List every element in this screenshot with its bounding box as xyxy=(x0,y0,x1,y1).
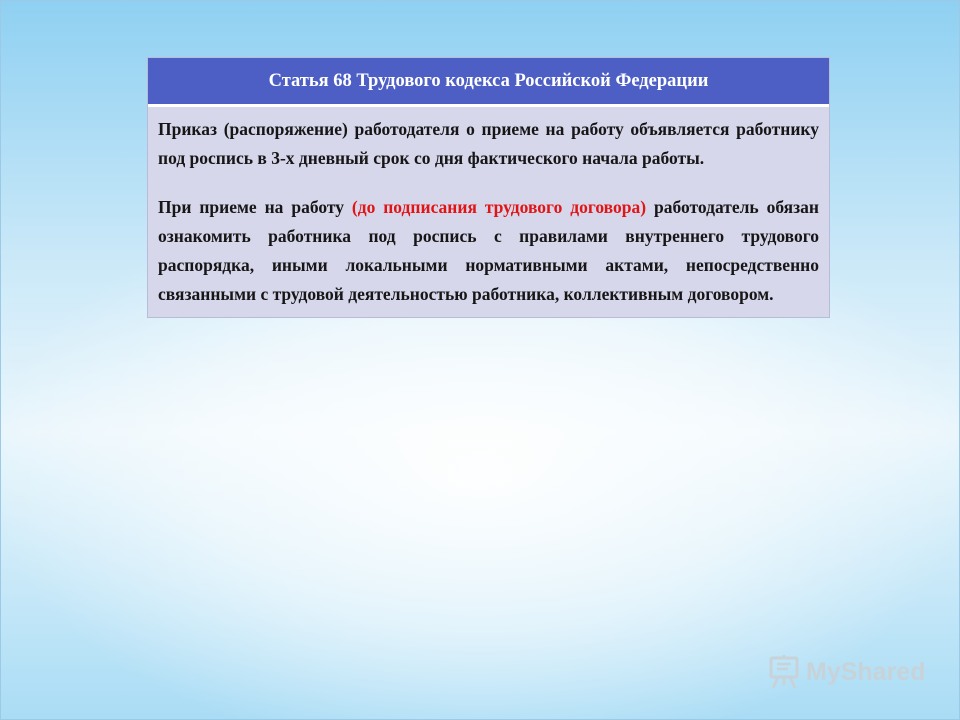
highlighted-condition: (до подписания трудового договора) xyxy=(351,197,647,217)
article-body xyxy=(148,107,829,317)
watermark-text: MyShared xyxy=(806,657,926,686)
myshared-watermark xyxy=(768,655,925,689)
paragraph-order-announcement: Приказ (распоряжение) работодателя о приеме на работу объявляется работнику под роспись в 3-х дневный срок со дня фактического начала работы. xyxy=(158,119,819,168)
article-title: Статья 68 Трудового кодекса Российской Федерации xyxy=(268,70,709,91)
article-card xyxy=(147,57,830,318)
paragraph-text-start: При приеме на работу xyxy=(158,197,352,217)
article-title-bar xyxy=(148,58,829,107)
paragraph-text-end: работодатель обязан ознакомить работника под роспись с правилами внутреннего трудового распорядка, иными локальными нормативными актами, непосредственно связанными с трудовой деятельностью работника, коллективным договором. xyxy=(158,197,819,304)
paragraph-acquaintance-duty xyxy=(158,193,819,309)
presentation-board-icon xyxy=(768,655,800,689)
